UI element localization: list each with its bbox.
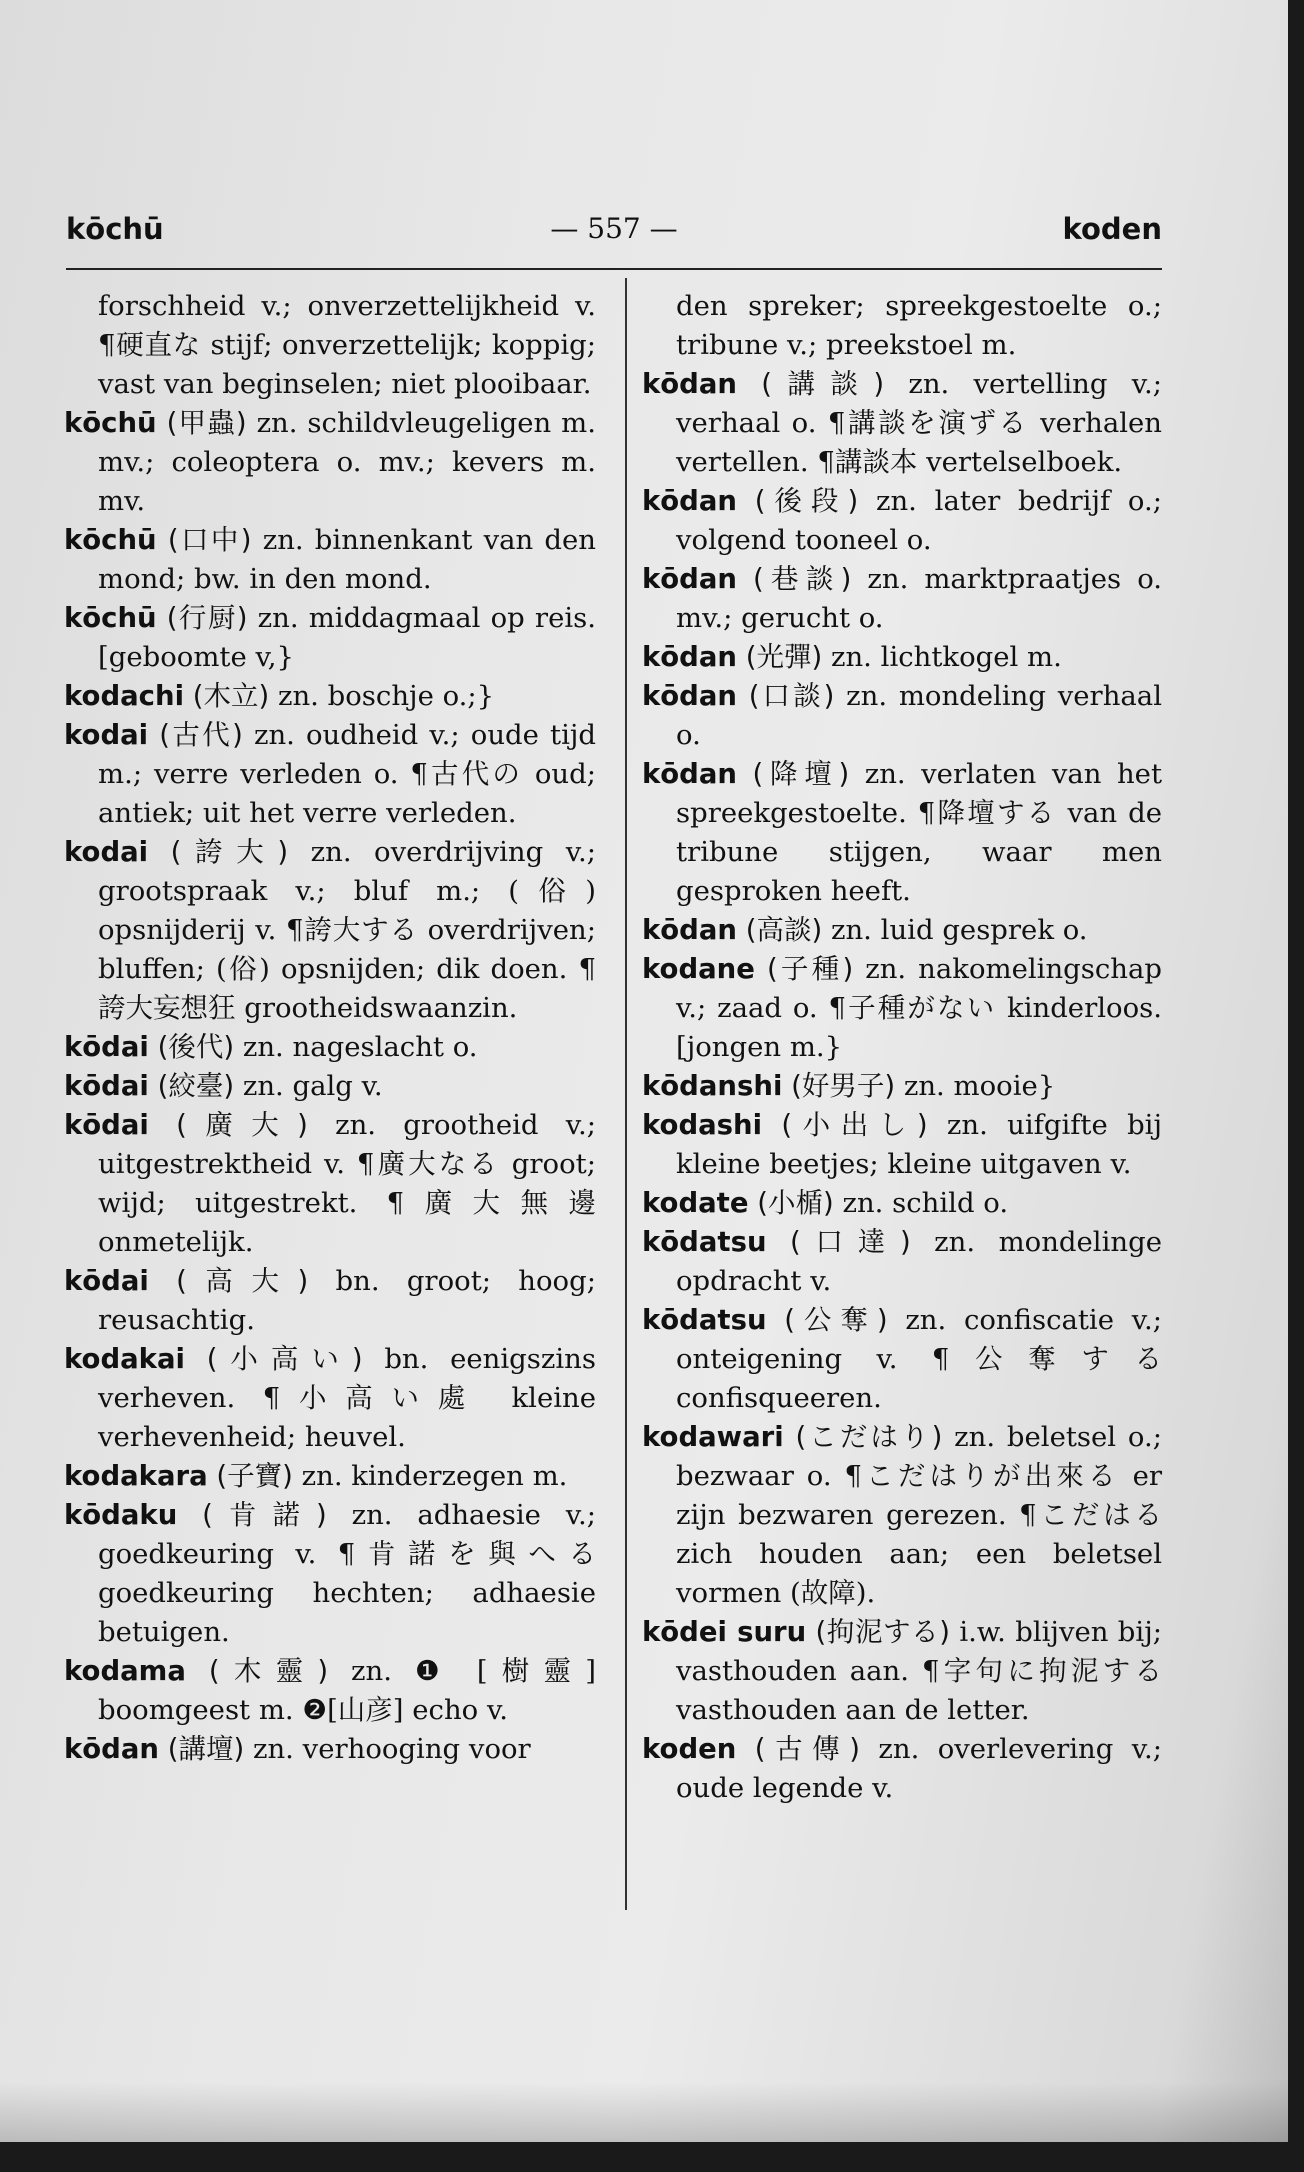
dictionary-entry [64,1028,596,1067]
entry-definition: bn. groot; hoog; reusachtig. [98,1265,596,1336]
entry-kanji: (古代) [159,719,243,751]
entry-kanji: (降壇) [752,758,850,790]
entry-headword: kodane [642,953,755,985]
dictionary-entry [64,716,596,833]
entry-definition: zn. galg v. [242,1070,383,1102]
entry-definition: zn. nakomelingschap v.; zaad o. ¶子種がない kinderloos. [jongen m.} [676,953,1162,1063]
entry-kanji: (後段) [754,485,859,517]
entry-headword: kōdatsu [642,1226,767,1258]
dictionary-entry [64,599,596,677]
entry-headword: kodachi [64,680,184,712]
entry-headword: kōdan [642,680,738,712]
entry-kanji: (木靈) [208,1655,329,1687]
entry-kanji: (好男子) [791,1070,896,1102]
dictionary-entry [64,1262,596,1340]
entry-headword: kōdai [64,1031,149,1063]
entry-kanji: (小出し) [781,1109,928,1141]
entry-definition: zn. ❶ [樹靈] boomgeest m. ❷[山彦] echo v. [98,1655,596,1726]
entry-definition: bn. eenigszins verheven. ¶小高い處 kleine verhevenheid; heuvel. [98,1343,596,1453]
entry-definition: forschheid v.; onverzettelijkheid v. ¶硬直な stijf; onverzettelijk; koppig; vast van beginselen; niet plooibaar. [98,290,596,400]
dictionary-entry [64,404,596,521]
entry-kanji: (高談) [745,914,823,946]
left-column [64,287,596,1769]
entry-headword: kodai [64,719,149,751]
dictionary-entry [642,1223,1162,1301]
entry-definition: zn. luid gesprek o. [830,914,1088,946]
entry-kanji: (小高い) [206,1343,363,1375]
entry-headword: kōchū [64,602,157,634]
entry-definition: zn. overlevering v.; oude legende v. [676,1733,1162,1804]
entry-kanji: (行厨) [166,602,248,634]
entry-definition: zn. nageslacht o. [242,1031,478,1063]
entry-definition: zn. vertelling v.; verhaal o. ¶講談を演ずる verhalen vertellen. ¶講談本 vertelselboek. [676,368,1162,478]
dictionary-entry [642,365,1162,482]
entry-headword: kōdan [642,368,738,400]
entry-headword: kōdai [64,1070,149,1102]
entry-kanji: (肯諾) [202,1499,327,1531]
entry-definition: zn. mondelinge opdracht v. [676,1226,1162,1297]
entry-definition: zn. beletsel o.; bezwaar o. ¶こだはりが出來る er zijn bezwaren gerezen. ¶こだはる zich houden aan; een beletsel vormen (故障). [676,1421,1162,1609]
entry-kanji: (拘泥する) [815,1616,950,1648]
entry-headword: kōdan [642,758,738,790]
entry-definition: zn. lichtkogel m. [830,641,1062,673]
dictionary-entry [642,1301,1162,1418]
dictionary-entry [64,1457,596,1496]
entry-headword: kōdan [642,641,738,673]
header-last-entry: koden [1062,212,1162,246]
entry-kanji: (後代) [157,1031,235,1063]
dictionary-entry [642,1106,1162,1184]
dictionary-entry [642,1613,1162,1730]
entry-headword: kōchū [64,524,157,556]
entry-headword: kōdanshi [642,1070,783,1102]
dictionary-entry [64,677,596,716]
column-divider [625,278,627,1910]
entry-kanji: (巷談) [753,563,852,595]
dictionary-entry [642,638,1162,677]
entry-kanji: (公奪) [784,1304,888,1336]
entry-kanji: (口談) [748,680,835,712]
entry-definition: zn. binnenkant van den mond; bw. in den mond. [98,524,596,595]
dictionary-entry [64,1340,596,1457]
entry-definition: zn. later bedrijf o.; volgend tooneel o. [676,485,1162,556]
entry-kanji: (光彈) [745,641,823,673]
header-first-entry: kōchū [66,212,164,246]
entry-kanji: (絞臺) [157,1070,235,1102]
entry-kanji: (子寶) [216,1460,293,1492]
entry-kanji: (講談) [761,368,885,400]
entry-definition: zn. grootheid v.; uitgestrektheid v. ¶廣大なる groot; wijd; uitgestrekt. ¶廣大無邊 onmetelijk. [98,1109,596,1258]
right-column [642,287,1162,1808]
entry-kanji: (口中) [167,524,252,556]
entry-headword: kōdaku [64,1499,178,1531]
dictionary-entry [64,1496,596,1652]
entry-headword: koden [642,1733,737,1765]
dictionary-entry [642,950,1162,1067]
entry-definition: zn. kinderzegen m. [301,1460,568,1492]
entry-headword: kodashi [642,1109,763,1141]
dictionary-entry [642,1418,1162,1613]
page-number: — 557 — [550,212,678,245]
entry-headword: kōdan [642,914,738,946]
entry-definition: zn. verhooging voor [252,1733,531,1765]
entry-headword: kōdai [64,1265,149,1297]
entry-headword: kōdan [642,563,738,595]
entry-headword: kodate [642,1187,749,1219]
entry-kanji: (古傳) [754,1733,861,1765]
entry-definition: zn. marktpraatjes o. mv.; gerucht o. [676,563,1163,634]
entry-definition: zn. schild o. [842,1187,1009,1219]
entry-kanji: (木立) [192,680,270,712]
entry-headword: kōdatsu [642,1304,767,1336]
entry-definition: zn. mondeling verhaal o. [676,680,1162,751]
entry-headword: kōdan [642,485,738,517]
entry-definition: zn. overdrijving v.; grootspraak v.; bluf m.; (俗) opsnijderij v. ¶誇大する overdrijven; bluffen; (俗) opsnijden; dik doen. ¶誇大妄想狂 grootheidswaanzin. [98,836,596,1024]
entry-kanji: (高大) [176,1265,309,1297]
entry-definition: den spreker; spreekgestoelte o.; tribune v.; preekstoel m. [676,290,1162,361]
dictionary-entry [64,833,596,1028]
dictionary-entry [642,560,1162,638]
dictionary-entry [642,677,1162,755]
entry-headword: kōchū [64,407,157,439]
dictionary-entry [642,911,1162,950]
entry-kanji: (子種) [766,953,854,985]
entry-headword: kodakara [64,1460,208,1492]
entry-definition: zn. middagmaal op reis. [geboomte v,} [98,602,596,673]
entry-kanji: (口達) [790,1226,911,1258]
entry-definition: zn. verlaten van het spreekgestoelte. ¶降壇する van de tribune stijgen, waar men gesproken heeft. [676,758,1162,907]
entry-kanji: (誇大) [170,836,289,868]
entry-headword: kōdei suru [642,1616,807,1648]
entry-definition: i.w. blijven bij; vasthouden aan. ¶字句に拘泥する vasthouden aan de letter. [676,1616,1162,1726]
entry-definition: zn. confiscatie v.; onteigening v. ¶公奪する confisqueeren. [676,1304,1162,1414]
entry-definition: zn. oudheid v.; oude tijd m.; verre verleden o. ¶古代の oud; antiek; uit het verre verleden. [98,719,596,829]
dictionary-entry [642,1730,1162,1808]
entry-headword: kōdai [64,1109,149,1141]
entry-kanji: (講壇) [167,1733,245,1765]
dictionary-entry [642,287,1162,365]
dictionary-entry [642,1067,1162,1106]
entry-kanji: (こだはり) [795,1421,943,1453]
dictionary-entry [64,1730,596,1769]
dictionary-entry [64,1106,596,1262]
entry-definition: zn. boschje o.;} [277,680,495,712]
dictionary-entry [64,1652,596,1730]
entry-headword: kodai [64,836,149,868]
entry-definition: zn. uifgifte bij kleine beetjes; kleine uitgaven v. [676,1109,1162,1180]
dictionary-entry [64,287,596,404]
entry-headword: kodawari [642,1421,784,1453]
entry-headword: kōdan [64,1733,160,1765]
header-rule [66,268,1162,270]
dictionary-entry [642,482,1162,560]
entry-kanji: (廣大) [176,1109,308,1141]
dictionary-entry [642,755,1162,911]
entry-kanji: (小楯) [757,1187,834,1219]
entry-definition: zn. adhaesie v.; goedkeuring v. ¶肯諾を與へる goedkeuring hechten; adhaesie betuigen. [98,1499,596,1648]
page-header [66,212,1162,252]
entry-kanji: (甲蟲) [166,407,247,439]
dictionary-entry [64,521,596,599]
entry-definition: zn. schildvleugeligen m. mv.; coleoptera o. mv.; kevers m. mv. [98,407,596,517]
entry-headword: kodama [64,1655,186,1687]
entry-definition: zn. mooie} [903,1070,1056,1102]
dictionary-entry [64,1067,596,1106]
dictionary-entry [642,1184,1162,1223]
entry-headword: kodakai [64,1343,185,1375]
